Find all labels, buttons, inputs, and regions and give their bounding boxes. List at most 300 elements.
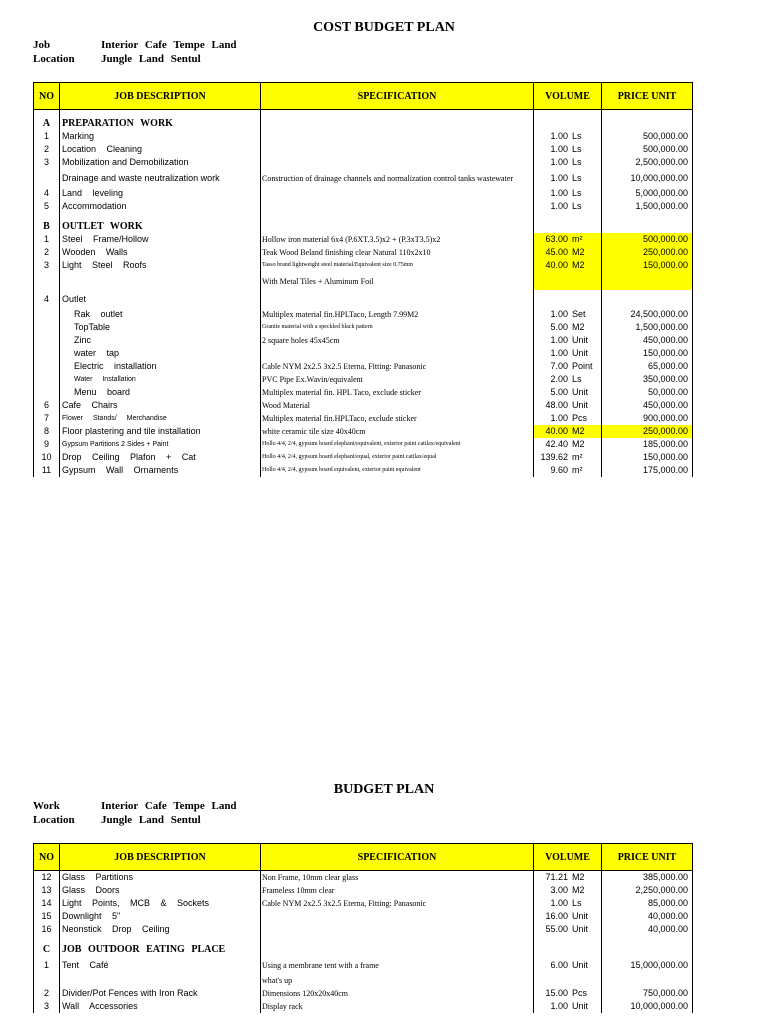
volume [534,169,602,187]
specification [261,910,534,923]
specification: Using a membrane tent with a frame [261,956,534,974]
unit-price: 500,000.00 [602,143,693,156]
volume-unit: Pcs [572,988,588,998]
unit-price: 750,000.00 [602,987,693,1000]
unit-price: 500,000.00 [602,233,693,246]
volume-unit: Ls [572,157,582,167]
unit-price: 1,500,000.00 [602,200,693,213]
row-number: 1 [34,956,60,974]
volume-amount: 2.00 [550,374,568,384]
job-description: Glass Partitions [60,871,261,885]
specification: Multiplex material fin.HPLTaco, exclude sticker [261,412,534,425]
unit-price: 450,000.00 [602,399,693,412]
job-description: Neonstick Drop Ceiling [60,923,261,936]
table-row [34,987,693,1000]
specification: Granite material with a speckled black pattern [261,321,534,334]
volume [534,308,602,321]
job-description: Drainage and waste neutralization work [60,169,261,187]
unit-price [602,290,693,308]
page-title: COST BUDGET PLAN [313,20,455,35]
volume [534,451,602,464]
volume-unit: Unit [572,1001,589,1011]
table-row [34,156,693,169]
volume-unit: M2 [572,872,585,882]
table-row [34,169,693,187]
unit-price: 10,000,000.00 [602,169,693,187]
volume [534,156,602,169]
table-row [34,425,693,438]
volume-amount: 1.00 [550,131,568,141]
table-row [34,246,693,259]
unit-price: 150,000.00 [602,451,693,464]
unit-price: 24,500,000.00 [602,308,693,321]
volume [534,130,602,143]
volume [534,412,602,425]
row-number [34,308,60,321]
table-row [34,143,693,156]
volume-amount: 15.00 [545,988,568,998]
table-row [34,130,693,143]
header-no: NO [34,83,60,110]
spacer-row [34,110,693,118]
volume-unit: M2 [572,426,585,436]
volume-unit: M2 [572,439,585,449]
specification: Multiplex material fin.HPLTaco, Length 7.99M2 [261,308,534,321]
unit-price: 85,000.00 [602,897,693,910]
job-description: Tent Café [60,956,261,974]
volume [534,943,602,956]
volume [534,259,602,272]
volume [534,425,602,438]
specification [261,200,534,213]
volume-unit: m² [572,465,583,475]
volume-unit: Ls [572,201,582,211]
job-description: Location Cleaning [60,143,261,156]
specification: Cable NYM 2x2.5 3x2.5 Eterna, Fitting: Panasonic [261,897,534,910]
volume-amount: 48.00 [545,400,568,410]
specification: PVC Pipe Ex.Wavin/equivalent [261,373,534,386]
specification: Tasso brand lightweight steel material/Equivalent size 0.75mm [261,259,534,272]
volume-amount: 40.00 [545,260,568,270]
row-number: 15 [34,910,60,923]
section-header-row [34,943,693,956]
job-description: Flower Stands/ Merchandise [60,412,261,425]
cost-table [33,82,693,477]
table-row [34,974,693,987]
volume-amount: 3.00 [550,885,568,895]
volume [534,143,602,156]
table-row [34,438,693,451]
meta-block [33,799,237,827]
specification [261,347,534,360]
job-description: PREPARATION WORK [60,117,261,130]
volume [534,399,602,412]
volume-amount: 1.00 [550,157,568,167]
row-number: 4 [34,187,60,200]
meta-row-job: Job Interior Cafe Tempe Land [33,39,237,51]
job-description: Electric installation [60,360,261,373]
job-description: water tap [60,347,261,360]
job-description: OUTLET WORK [60,220,261,233]
table-row [34,334,693,347]
unit-price: 50,000.00 [602,386,693,399]
table-row [34,290,693,308]
volume [534,200,602,213]
volume-amount: 5.00 [550,322,568,332]
volume [534,956,602,974]
volume-unit: Ls [572,374,582,384]
specification: Cable NYM 2x2.5 3x2.5 Eterna, Fitting: Panasonic [261,360,534,373]
volume-unit: M2 [572,885,585,895]
table-row [34,259,693,272]
specification: white ceramic tile size 40x40cm [261,425,534,438]
specification [261,187,534,200]
job-description: Light Steel Roofs [60,259,261,272]
unit-price: 175,000.00 [602,464,693,477]
table-row [34,187,693,200]
volume-amount: 45.00 [545,247,568,257]
row-number: A [34,117,60,130]
specification: Frameless 10mm clear [261,884,534,897]
job-description: Gypsum Partitions 2 Sides + Paint [60,438,261,451]
row-number: 2 [34,143,60,156]
section-header-row [34,220,693,233]
header-volume: VOLUME [534,83,602,110]
job-description: Gypsum Wall Ornaments [60,464,261,477]
unit-price: 65,000.00 [602,360,693,373]
unit-price: 900,000.00 [602,412,693,425]
meta-row-work: Work Interior Cafe Tempe Land [33,800,237,812]
unit-price: 250,000.00 [602,246,693,259]
table-row [34,897,693,910]
volume [534,246,602,259]
volume-unit: Unit [572,335,589,345]
row-number [34,386,60,399]
table-header [34,844,693,871]
volume [534,334,602,347]
volume-amount: 1.00 [550,172,568,183]
volume-amount: 1.00 [550,201,568,211]
specification: Dimensions 120x20x40cm [261,987,534,1000]
volume [534,438,602,451]
volume [534,871,602,885]
volume [534,233,602,246]
row-number: 13 [34,884,60,897]
table-row [34,884,693,897]
unit-price: 2,250,000.00 [602,884,693,897]
specification: Hollo 4/4, 2/4, gypsum board equivalent, exterior paint equivalent [261,464,534,477]
header-volume: VOLUME [534,844,602,871]
row-number: 12 [34,871,60,885]
table-row [34,233,693,246]
table-row [34,200,693,213]
unit-price: 250,000.00 [602,425,693,438]
volume-amount: 7.00 [550,361,568,371]
volume [534,360,602,373]
table-row [34,412,693,425]
row-number [34,334,60,347]
row-number: 8 [34,425,60,438]
volume-amount: 55.00 [545,924,568,934]
specification: Display rack [261,1000,534,1013]
specification [261,143,534,156]
job-description: Downlight 5" [60,910,261,923]
volume [534,347,602,360]
specification: what's up [261,974,534,987]
volume-unit: M2 [572,247,585,257]
specification: Teak Wood Beland finishing clear Natural 110x2x10 [261,246,534,259]
volume-amount: 1.00 [550,898,568,908]
table-row [34,910,693,923]
row-number: 2 [34,987,60,1000]
job-description [60,974,261,987]
row-number: 1 [34,130,60,143]
job-description: Wooden Walls [60,246,261,259]
row-number: 3 [34,259,60,272]
specification [261,923,534,936]
header-specification: SPECIFICATION [261,844,534,871]
volume-unit: Pcs [572,413,588,423]
volume-amount: 1.00 [550,188,568,198]
header-job-description: JOB DESCRIPTION [60,83,261,110]
table-row [34,321,693,334]
row-number [34,272,60,290]
table-row [34,373,693,386]
meta-row-location: Location Jungle Land Sentul [33,53,201,65]
table-row [34,347,693,360]
row-number: 7 [34,412,60,425]
specification: Wood Material [261,399,534,412]
unit-price: 40,000.00 [602,910,693,923]
unit-price: 5,000,000.00 [602,187,693,200]
specification [261,220,534,233]
specification: Non Frame, 10mm clear glass [261,871,534,885]
row-number: 16 [34,923,60,936]
unit-price: 2,500,000.00 [602,156,693,169]
volume-amount: 139.62 [540,452,568,462]
volume [534,290,602,308]
volume-unit: Unit [572,387,589,397]
volume-amount: 71.21 [545,872,568,882]
job-description: Zinc [60,334,261,347]
volume-unit: Ls [572,898,582,908]
volume-unit: Ls [572,188,582,198]
row-number: 3 [34,1000,60,1013]
table-row [34,360,693,373]
header-price-unit: PRICE UNIT [602,83,693,110]
meta-block [33,38,237,66]
volume [534,187,602,200]
unit-price: 10,000,000.00 [602,1000,693,1013]
job-description: Wall Accessories [60,1000,261,1013]
budget-table [33,843,693,1013]
specification [261,130,534,143]
row-number: 10 [34,451,60,464]
volume [534,910,602,923]
volume [534,321,602,334]
volume-amount: 1.00 [550,144,568,154]
spacer-row [34,213,693,220]
job-description: Land leveling [60,187,261,200]
row-number [34,347,60,360]
unit-price: 15,000,000.00 [602,956,693,974]
job-description: Divider/Pot Fences with Iron Rack [60,987,261,1000]
unit-price: 150,000.00 [602,347,693,360]
volume-unit: Point [572,361,593,371]
job-description: Mobilization and Demobilization [60,156,261,169]
page-2 [0,768,768,1024]
section-header-row [34,117,693,130]
unit-price: 40,000.00 [602,923,693,936]
unit-price: 185,000.00 [602,438,693,451]
volume [534,987,602,1000]
table-row [34,1000,693,1013]
volume-unit: Unit [572,400,589,410]
unit-price [602,220,693,233]
unit-price [602,974,693,987]
volume-unit: Unit [572,959,589,970]
job-description: Menu board [60,386,261,399]
specification: Hollow iron material 6x4 (P.6XT.3.5)x2 + (P.3xT3.5)x2 [261,233,534,246]
volume-unit: Unit [572,924,589,934]
volume-amount: 63.00 [545,234,568,244]
volume [534,464,602,477]
table-row [34,923,693,936]
row-number: 14 [34,897,60,910]
job-description: Light Points, MCB & Sockets [60,897,261,910]
volume-unit: M2 [572,260,585,270]
unit-price: 450,000.00 [602,334,693,347]
table-row [34,956,693,974]
volume-amount: 6.00 [550,959,568,970]
volume [534,1000,602,1013]
volume-amount: 5.00 [550,387,568,397]
row-number: 5 [34,200,60,213]
volume-unit: Unit [572,911,589,921]
header-specification: SPECIFICATION [261,83,534,110]
specification [261,290,534,308]
specification: Hollo 4/4, 2/4, gypsum board elephant/equivalent, exterior paint catilax/equivalent [261,438,534,451]
specification: Hollo 4/4, 2/4, gypsum board elephant/equal, exterior paint catilax/equal [261,451,534,464]
volume-unit: Ls [572,144,582,154]
table-row [34,871,693,885]
row-number: B [34,220,60,233]
specification: Construction of drainage channels and normalization control tanks wastewater [261,169,534,187]
volume [534,884,602,897]
unit-price: 350,000.00 [602,373,693,386]
volume-unit: Ls [572,131,582,141]
table-row [34,272,693,290]
row-number: 6 [34,399,60,412]
volume-unit: m² [572,234,583,244]
job-description: Marking [60,130,261,143]
volume-amount: 40.00 [545,426,568,436]
header-price-unit: PRICE UNIT [602,844,693,871]
volume-unit: Ls [572,172,582,183]
header-no: NO [34,844,60,871]
volume-unit: M2 [572,322,585,332]
row-number [34,974,60,987]
volume-amount: 9.60 [550,465,568,475]
volume-amount: 1.00 [550,309,568,319]
job-description: TopTable [60,321,261,334]
job-description: Water Installation [60,373,261,386]
job-description [60,272,261,290]
row-number: 1 [34,233,60,246]
volume [534,386,602,399]
job-description: Rak outlet [60,308,261,321]
table-row [34,464,693,477]
row-number: 4 [34,290,60,308]
row-number: C [34,943,60,956]
volume [534,373,602,386]
job-description: Steel Frame/Hollow [60,233,261,246]
job-description: Outlet [60,290,261,308]
volume-amount: 1.00 [550,348,568,358]
volume-amount: 1.00 [550,335,568,345]
specification: Multiplex material fin. HPL Taco, exclude sticker [261,386,534,399]
unit-price: 150,000.00 [602,259,693,272]
row-number [34,321,60,334]
volume-unit: Unit [572,348,589,358]
specification [261,156,534,169]
job-description: Glass Doors [60,884,261,897]
specification: With Metal Tiles + Aluminum Foil [261,272,534,290]
unit-price [602,117,693,130]
volume-unit: Set [572,309,586,319]
volume [534,923,602,936]
volume [534,897,602,910]
row-number: 3 [34,156,60,169]
job-description: Floor plastering and tile installation [60,425,261,438]
volume-amount: 1.00 [550,1001,568,1011]
volume-amount: 1.00 [550,413,568,423]
job-description: Accommodation [60,200,261,213]
page-title: BUDGET PLAN [333,782,435,797]
job-description: JOB OUTDOOR EATING PLACE [60,943,261,956]
table-row [34,399,693,412]
specification [261,943,534,956]
table-header [34,83,693,110]
volume-amount: 16.00 [545,911,568,921]
row-number [34,169,60,187]
unit-price: 1,500,000.00 [602,321,693,334]
volume-amount: 42.40 [545,439,568,449]
row-number: 11 [34,464,60,477]
row-number [34,373,60,386]
row-number: 2 [34,246,60,259]
spacer-row [34,936,693,943]
job-description: Drop Ceiling Plafon + Cat [60,451,261,464]
meta-row-location: Location Jungle Land Sentul [33,814,201,826]
volume [534,272,602,290]
unit-price [602,272,693,290]
unit-price: 385,000.00 [602,871,693,885]
unit-price [602,943,693,956]
volume [534,220,602,233]
row-number [34,360,60,373]
unit-price: 500,000.00 [602,130,693,143]
job-description: Cafe Chairs [60,399,261,412]
volume [534,974,602,987]
row-number: 9 [34,438,60,451]
volume [534,117,602,130]
table-row [34,308,693,321]
specification [261,117,534,130]
specification: 2 square holes 45x45cm [261,334,534,347]
volume-unit: m² [572,452,583,462]
table-row [34,451,693,464]
